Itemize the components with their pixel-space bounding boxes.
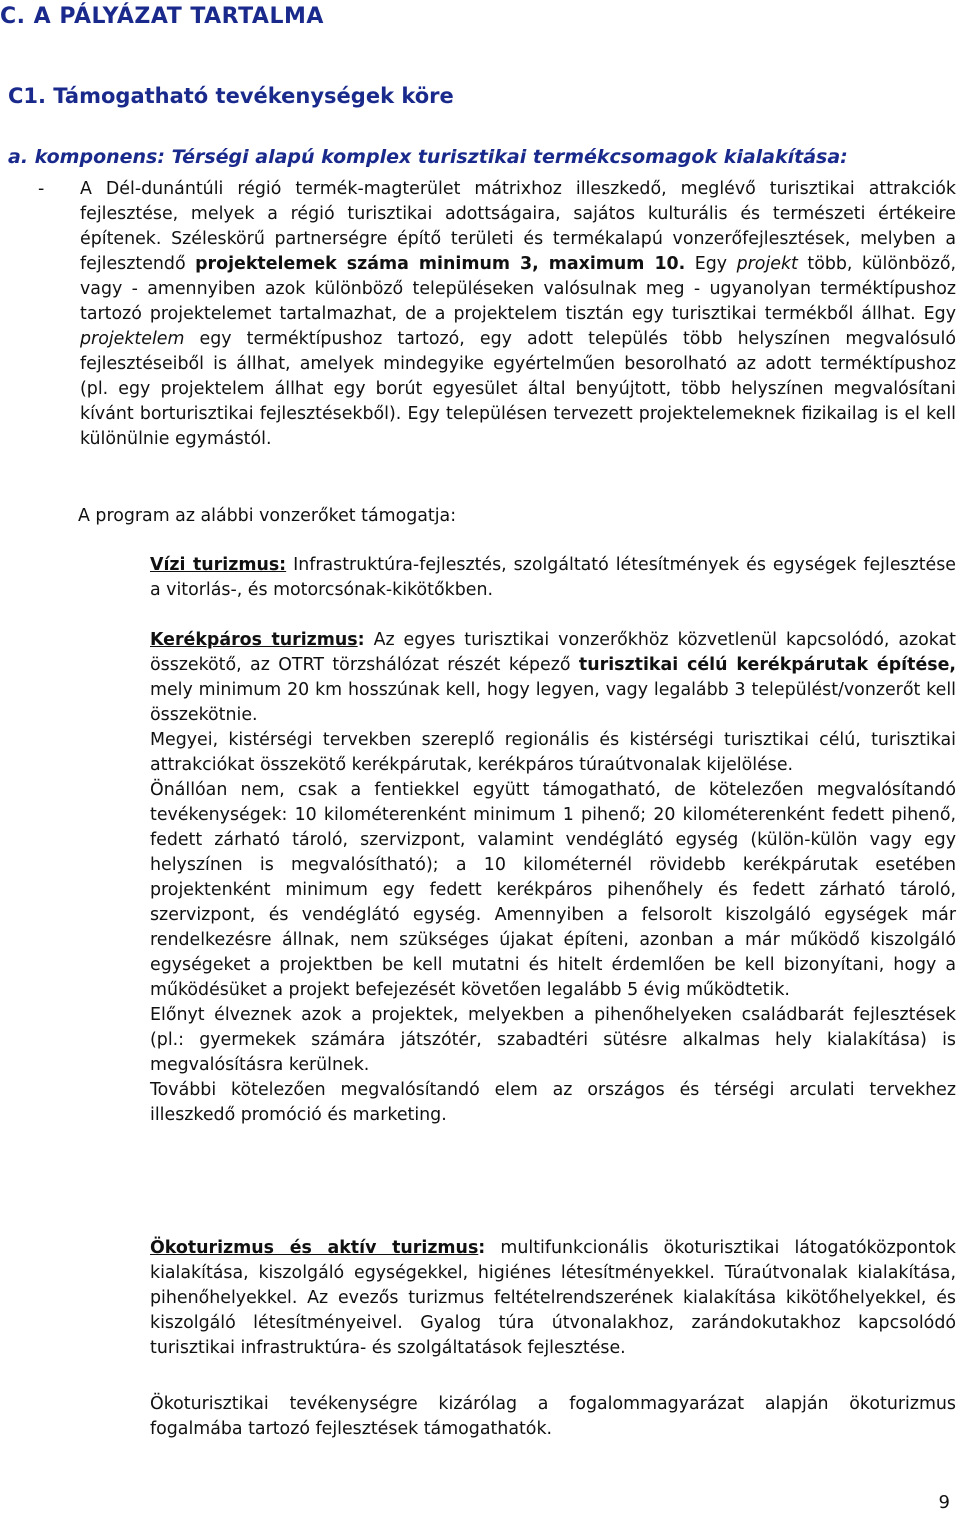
list-bullet: -: [38, 179, 45, 199]
bike-paragraph: Megyei, kistérségi tervekben szereplő regionális és kistérségi turisztikai célú, turisztikai attrakciókat összekötő kerékpárutak, kerékpáros túraútvonalak kijelölése.: [150, 730, 956, 775]
description-text: több, különböző, vagy - amennyiben azok különböző településeken valósulnak meg - ugyanolyan terméktípushoz tartozó projektelemet tartalmazhat, de a projektelem tisztán egy turisztikai termékből állhat. Egy: [80, 254, 956, 324]
bike-paragraph: [150, 628, 956, 728]
eco-tourism-label: Ökoturizmus és aktív turizmus: [150, 1238, 479, 1258]
eco-label-colon: :: [478, 1238, 486, 1258]
bike-bold: turisztikai célú kerékpárutak építése,: [578, 655, 956, 675]
water-tourism-text: Infrastruktúra-fejlesztés, szolgáltató létesítmények és egységek fejlesztése a vitorlás-, és motorcsónak-kikötőkben.: [150, 555, 957, 600]
bike-text: mely minimum 20 km hosszúnak kell, hogy legyen, vagy legalább 3 települést/vonzerőt kell összekötnie.: [150, 680, 956, 725]
component-description: [80, 177, 956, 452]
bike-tourism-section: [150, 628, 956, 1128]
eco-tourism-section: [150, 1236, 956, 1361]
description-bold: projektelemek száma minimum 3, maximum 10.: [195, 254, 686, 274]
subsection-title: C1. Támogatható tevékenységek köre: [8, 84, 454, 108]
component-title: a. komponens: Térségi alapú komplex turisztikai termékcsomagok kialakítása:: [8, 146, 848, 168]
description-text: A Dél-dunántúli régió termék-magterület mátrixhoz illeszkedő, meglévő turisztikai attrakciók fejlesztése, melyek a régió turisztikai adottságaira, sajátos kulturális és természeti értékeire építenek. Széleskörű partnerségre építő területi és termékalapú vonzerőfejlesztések, melyben a fejlesztendő: [80, 179, 956, 274]
program-intro: A program az alábbi vonzerőket támogatja:: [78, 506, 457, 526]
description-text: Egy: [685, 254, 737, 274]
bike-label-colon: :: [357, 630, 365, 650]
bike-paragraph: További kötelezően megvalósítandó elem az országos és térségi arculati tervekhez illeszkedő promóció és marketing.: [150, 1080, 956, 1125]
eco-note: Ökoturisztikai tevékenységre kizárólag a fogalommagyarázat alapján ökoturizmus fogalmába tartozó fejlesztések támogathatók.: [150, 1394, 956, 1439]
bike-tourism-label: Kerékpáros turizmus: [150, 630, 358, 650]
bike-paragraph: Előnyt élveznek azok a projektek, melyekben a pihenőhelyeken családbarát fejlesztések (pl.: gyermekek számára játszótér, szabadtéri sütésre alkalmas hely kialakítása) is megvalósításra kerülnek.: [150, 1005, 956, 1075]
description-italic: projekt: [736, 254, 798, 274]
bike-text: Az egyes turisztikai vonzerőkhöz közvetlenül kapcsolódó, azokat összekötő, az OTRT törzshálózat részét képező: [150, 630, 956, 675]
bike-paragraph: Önállóan nem, csak a fentiekkel együtt támogatható, de kötelezően megvalósítandó tevékenységek: 10 kilométerenként minimum 1 pihenő; 20 kilométerenként fedett pihenő, fedett zárható tároló, szervizpont, valamint vendéglátó egység (külön-külön vagy egy helyszínen is megvalósítható); a 10 kilométernél rövidebb kerékpárutak esetében projektenként minimum egy fedett kerékpáros pihenőhely és fedett zárható tároló, szervizpont, és vendéglátó egység. Amennyiben a felsorolt kiszolgáló egységek már rendelkezésre állnak, nem szükséges újakat építeni, azonban a már működő kiszolgáló egységeket a projektben be kell mutatni és hitelt érdemlően be kell bizonyítani, hogy a működésüket a projekt befejezését követően legalább 5 évig működtetik.: [150, 780, 956, 1000]
description-text: egy terméktípushoz tartozó, egy adott település több helyszínen megvalósuló fejlesztéseiből is állhat, amelyek mindegyike egyértelműen besorolható az adott terméktípushoz (pl. egy projektelem állhat egy borút egyesület által benyújtott, több helyszínen megvalósítani kívánt borturisztikai fejlesztésekből). Egy településen tervezett projektelemeknek fizikailag is el kell különülnie egymástól.: [80, 329, 956, 449]
section-title: C. A PÁLYÁZAT TARTALMA: [0, 4, 324, 29]
description-italic: projektelem: [80, 329, 185, 349]
eco-text: multifunkcionális ökoturisztikai látogatóközpontok kialakítása, kiszolgáló egységekkel, higiénes létesítményekkel. Túraútvonalak kialakítása, pihenőhelyekkel. Az evezős turizmus feltételrendszerének kialakítása kikötőhelyekkel, és kiszolgáló létesítményeivel. Gyalog túra útvonalakhoz, zarándokutakhoz kapcsolódó turisztikai infrastruktúra- és szolgáltatások fejlesztése.: [150, 1238, 956, 1358]
water-tourism-section: [150, 553, 956, 603]
water-tourism-label: Vízi turizmus:: [150, 555, 287, 575]
page-number: 9: [938, 1492, 950, 1513]
